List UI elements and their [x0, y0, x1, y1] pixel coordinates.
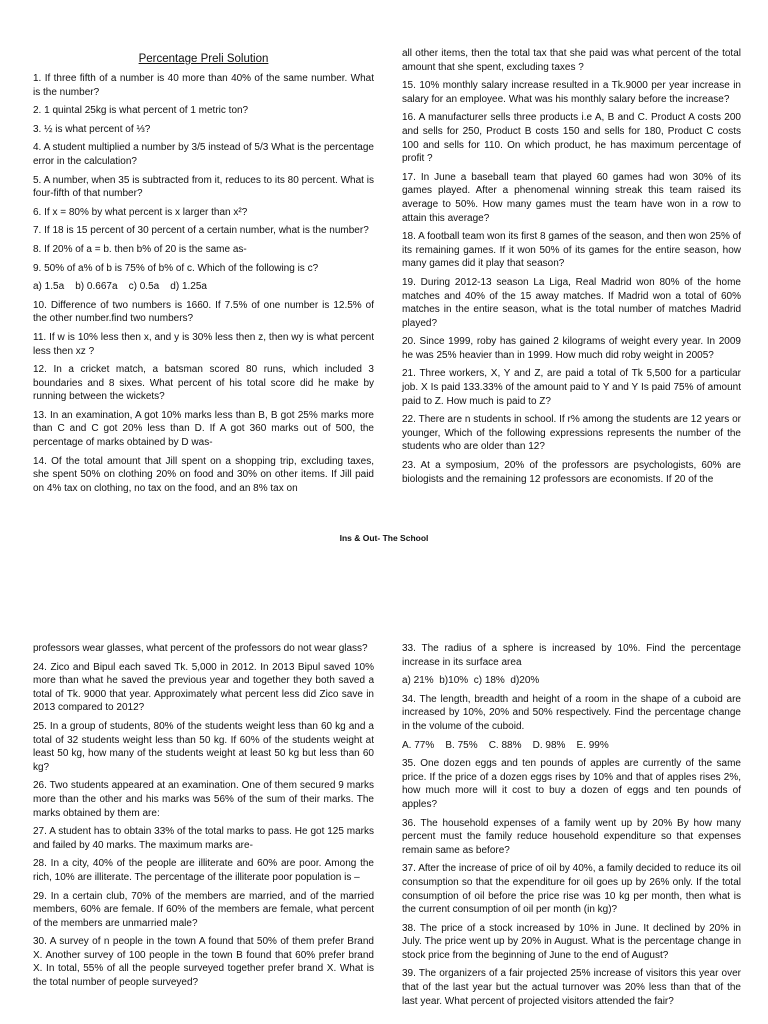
question-35: 35. One dozen eggs and ten pounds of apples are currently of the same price. If the price of a dozen eggs rises by 10% and that of apples rises 2%, how much more will it cost to buy a dozen of eggs and ten pounds of apples?: [402, 758, 741, 810]
question-18: 18. A football team won its first 8 games of the season, and then won 25% of its remaining games. If it won 50% of its games for the entire season, how many games did it play that season?: [402, 231, 741, 270]
question-38: 38. The price of a stock increased by 10% in June. It declined by 20% in July. The price went up by 20% in August. What is the percentage change in stock price from the beginning of June to the end of August?: [402, 922, 741, 961]
question-23-cont: professors wear glasses, what percent of the professors do not wear glass?: [33, 643, 368, 654]
question-6: 6. If x = 80% by what percent is x larger than x²?: [33, 206, 248, 218]
question-9-options: a) 1.5a b) 0.667a c) 0.5a d) 1.25a: [33, 281, 207, 293]
question-20: 20. Since 1999, roby has gained 2 kilograms of weight every year. In 2009 he was 25% heavier than in 1999. How much did roby weight in 2005?: [402, 336, 741, 361]
page-footer: Ins & Out- The School: [339, 533, 429, 543]
page1-left-column: [33, 72, 374, 500]
question-24: 24. Zico and Bipul each saved Tk. 5,000 in 2012. In 2013 Bipul saved 10% more than what he saved the previous year and together they both saved a total of Tk. 9000 that year. Approximately what percent less did Zico save in 2013 compared to 2012?: [33, 661, 374, 714]
question-25: 25. In a group of students, 80% of the students weight less than 60 kg and a total of 32 students weight less than 50 kg. If 60% of the students weight at least 50 kg, how many of the students weight at least 50 kg but less than 60 kg?: [33, 720, 374, 773]
question-14-cont: all other items, then the total tax that she paid was what percent of the total amount that she spent, excluding taxes ?: [402, 48, 741, 73]
question-13: 13. In an examination, A got 10% marks less than B, B got 25% marks more than C and C got 20% less than D. If A got 360 marks out of 500, the percentage of marks obtained by D was-: [33, 409, 374, 449]
question-10: 10. Difference of two numbers is 1660. If 7.5% of one number is 12.5% of the other number.find two numbers?: [33, 299, 374, 325]
question-33: 33. The radius of a sphere is increased by 10%. Find the percentage increase in its surface area: [402, 643, 741, 668]
question-39: 39. The organizers of a fair projected 25% increase of visitors this year over that of the last year but the actual turnover was 20% less than that of the last year. What percent of projected visitors attended the fair?: [402, 968, 741, 1007]
question-33-options: a) 21% b)10% c) 18% d)20%: [402, 675, 540, 687]
question-4: 4. A student multiplied a number by 3/5 instead of 5/3 What is the percentage error in the calculation?: [33, 142, 374, 167]
question-7: 7. If 18 is 15 percent of 30 percent of a certain number, what is the number?: [33, 225, 369, 237]
question-30: 30. A survey of n people in the town A found that 50% of them prefer Brand X. Another survey of 100 people in the town B found that 60% prefer brand X. In total, 55% of all the people surveyed together prefer brand X. What is the total number of people surveyed?: [33, 936, 374, 989]
question-15: 15. 10% monthly salary increase resulted in a Tk.9000 per year increase in salary for an employee. What was his monthly salary before the increase?: [402, 80, 741, 105]
question-3: 3. ½ is what percent of ⅓?: [33, 123, 151, 135]
question-21: 21. Three workers, X, Y and Z, are paid a total of Tk 5,500 for a particular job. X Is paid 133.33% of the amount paid to Y and Y Is paid 75% of amount paid to Z. How much is paid to Z?: [402, 368, 741, 407]
question-22: 22. There are n students in school. If r% among the students are 12 years or younger, Which of the following expressions represents the number of the students who are older than 12?: [402, 414, 741, 453]
question-23: 23. At a symposium, 20% of the professors are psychologists, 60% are biologists and the remaining 12 professors are economists. If 20 of the: [402, 460, 741, 485]
question-5: 5. A number, when 35 is subtracted from it, reduces to its 80 percent. What is four-fifth of that number?: [33, 174, 374, 200]
question-16: 16. A manufacturer sells three products i.e A, B and C. Product A costs 200 and sells for 250, Product B costs 150 and sells for 180, Product C costs 100 and sells for 110. On which product, he has maximum percentage of profit ?: [402, 112, 741, 165]
question-36: 36. The household expenses of a family went up by 20% By how many percent must the family reduce household expenditure so that expenses remain same as before?: [402, 817, 741, 856]
page-2: [0, 636, 768, 1024]
question-14: 14. Of the total amount that Jill spent on a shopping trip, excluding taxes, she spent 50% on clothing 20% on food and 30% on other items. If Jill paid on 4% tax on clothing, no tax on the food, and an 8% tax on: [33, 455, 374, 494]
page2-left-column: [33, 642, 374, 995]
question-34: 34. The length, breadth and height of a room in the shape of a cuboid are increased by 10%, 20% and 50% respectively. Find the percentage change in the volume of the cuboid.: [402, 693, 741, 732]
question-9: 9. 50% of a% of b is 75% of b% of c. Which of the following is c?: [33, 262, 319, 274]
question-28: 28. In a city, 40% of the people are illiterate and 60% are poor. Among the rich, 10% are illiterate. The percentage of the illiterate poor population is –: [33, 858, 374, 883]
page2-right-column: [402, 642, 741, 1013]
question-8: 8. If 20% of a = b. then b% of 20 is the same as-: [33, 243, 247, 255]
question-12: 12. In a cricket match, a batsman scored 80 runs, which included 3 boundaries and 8 sixes. What percent of his total score did he make by running between the wickets?: [33, 364, 374, 403]
page-title: Percentage Preli Solution: [138, 53, 269, 65]
question-26: 26. Two students appeared at an examination. One of them secured 9 marks more than the other and his marks was 56% of the sum of their marks. The marks obtained by them are:: [33, 780, 374, 819]
question-2: 2. 1 quintal 25kg is what percent of 1 metric ton?: [33, 105, 249, 117]
question-11: 11. If w is 10% less then x, and y is 30% less then z, then wy is what percent less then xz ?: [33, 331, 374, 357]
question-27: 27. A student has to obtain 33% of the total marks to pass. He got 125 marks and failed by 40 marks. The maximum marks are-: [33, 826, 374, 851]
page1-right-column: [402, 47, 741, 491]
question-19: 19. During 2012-13 season La Liga, Real Madrid won 80% of the home matches and 40% of the 15 away matches. If Madrid won a total of 60% matches in the entire season, what is the total number of matches Madrid played?: [402, 276, 741, 329]
question-34-options: A. 77% B. 75% C. 88% D. 98% E. 99%: [402, 739, 609, 751]
question-1: 1. If three fifth of a number is 40 more than 40% of the same number. What is the number?: [33, 73, 374, 98]
question-29: 29. In a certain club, 70% of the members are married, and of the married members, 60% are female. If 60% of the members are female, what percent of the members are unmarried male?: [33, 890, 374, 929]
question-37: 37. After the increase of price of oil by 40%, a family decided to reduce its oil consumption so that the expenditure for oil goes up by 26% only. If the total consumption of oil before the price rise was 10 kg per month, then what is the current consumption of oil per month (in kg)?: [402, 863, 741, 916]
question-17: 17. In June a baseball team that played 60 games had won 30% of its games played. After a phenomenal winning streak this team raised its average to 50%. How many games must the team have won in a row to attain this average?: [402, 171, 741, 224]
